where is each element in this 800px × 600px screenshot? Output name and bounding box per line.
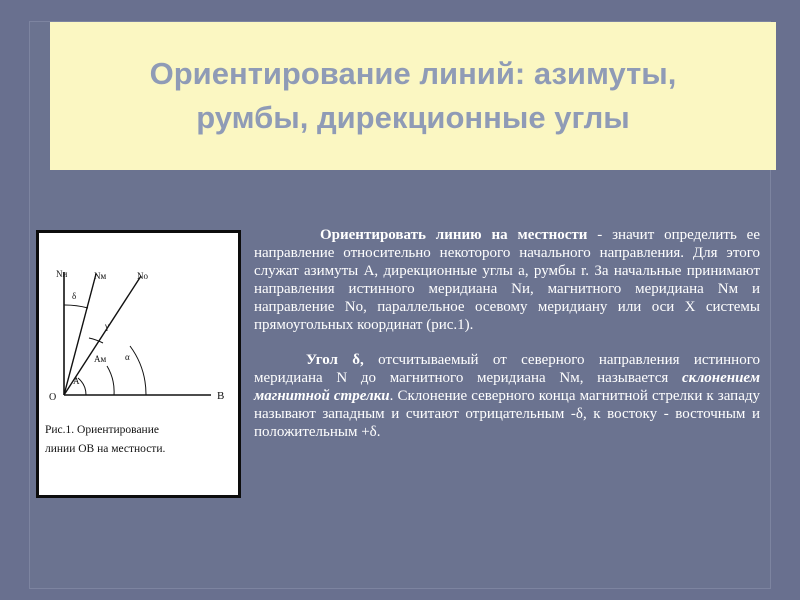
origin-label: O: [49, 392, 57, 401]
orientation-definition: - значит определить ее направление относительно некоторого начального направления. Для этого служат азимуты А, дирекционные углы а, румбы r. За начальные принимают направления истинного меридиана Nи, магнитного меридиана Nм и направление Nо, параллельное осевому меридиану или оси X системы прямоугольных координат (рис.1).: [254, 227, 760, 333]
delta-label: δ: [72, 291, 77, 301]
gamma-label: γ: [105, 321, 109, 331]
declination-definition-end: . Склонение северного конца магнитной стрелки к западу называют западным и считают отрицательным -δ, к востоку - восточным и положительным +δ.: [254, 388, 760, 440]
magnetic-declination-term: склонением магнитной стрелки: [254, 370, 760, 404]
magnetic-azimuth-label: Aм: [94, 354, 107, 364]
end-label: B: [217, 390, 225, 401]
paragraph-orientation: [254, 226, 760, 334]
alpha-label: α: [125, 352, 130, 362]
caption-line-1: Рис.1. Ориентирование: [45, 424, 159, 436]
orientation-term: Ориентировать линию на местности: [320, 227, 588, 243]
magnetic-meridian-label: Nм: [94, 271, 107, 281]
title-line-1: Ориентирование линий: азимуты,: [149, 56, 677, 91]
figure-card: [36, 230, 241, 498]
body-text: [254, 226, 760, 441]
caption-line-2: линии ОВ на местности.: [45, 443, 166, 455]
paragraph-declination: [254, 351, 760, 441]
figure-caption: [45, 421, 233, 459]
true-meridian-label: Nи: [56, 269, 68, 279]
title-line-2: румбы, дирекционные углы: [196, 100, 630, 135]
true-azimuth-label: A: [73, 376, 80, 386]
title-banner: [50, 22, 776, 170]
orientation-diagram: [45, 261, 235, 401]
declination-definition-start: отсчитываемый от северного направления истинного меридиана N до магнитного меридиана Nм, называется: [254, 352, 760, 386]
angle-delta-term: Угол δ,: [306, 352, 364, 368]
axial-meridian-label: Nо: [137, 271, 148, 281]
slide-title: [130, 52, 697, 140]
